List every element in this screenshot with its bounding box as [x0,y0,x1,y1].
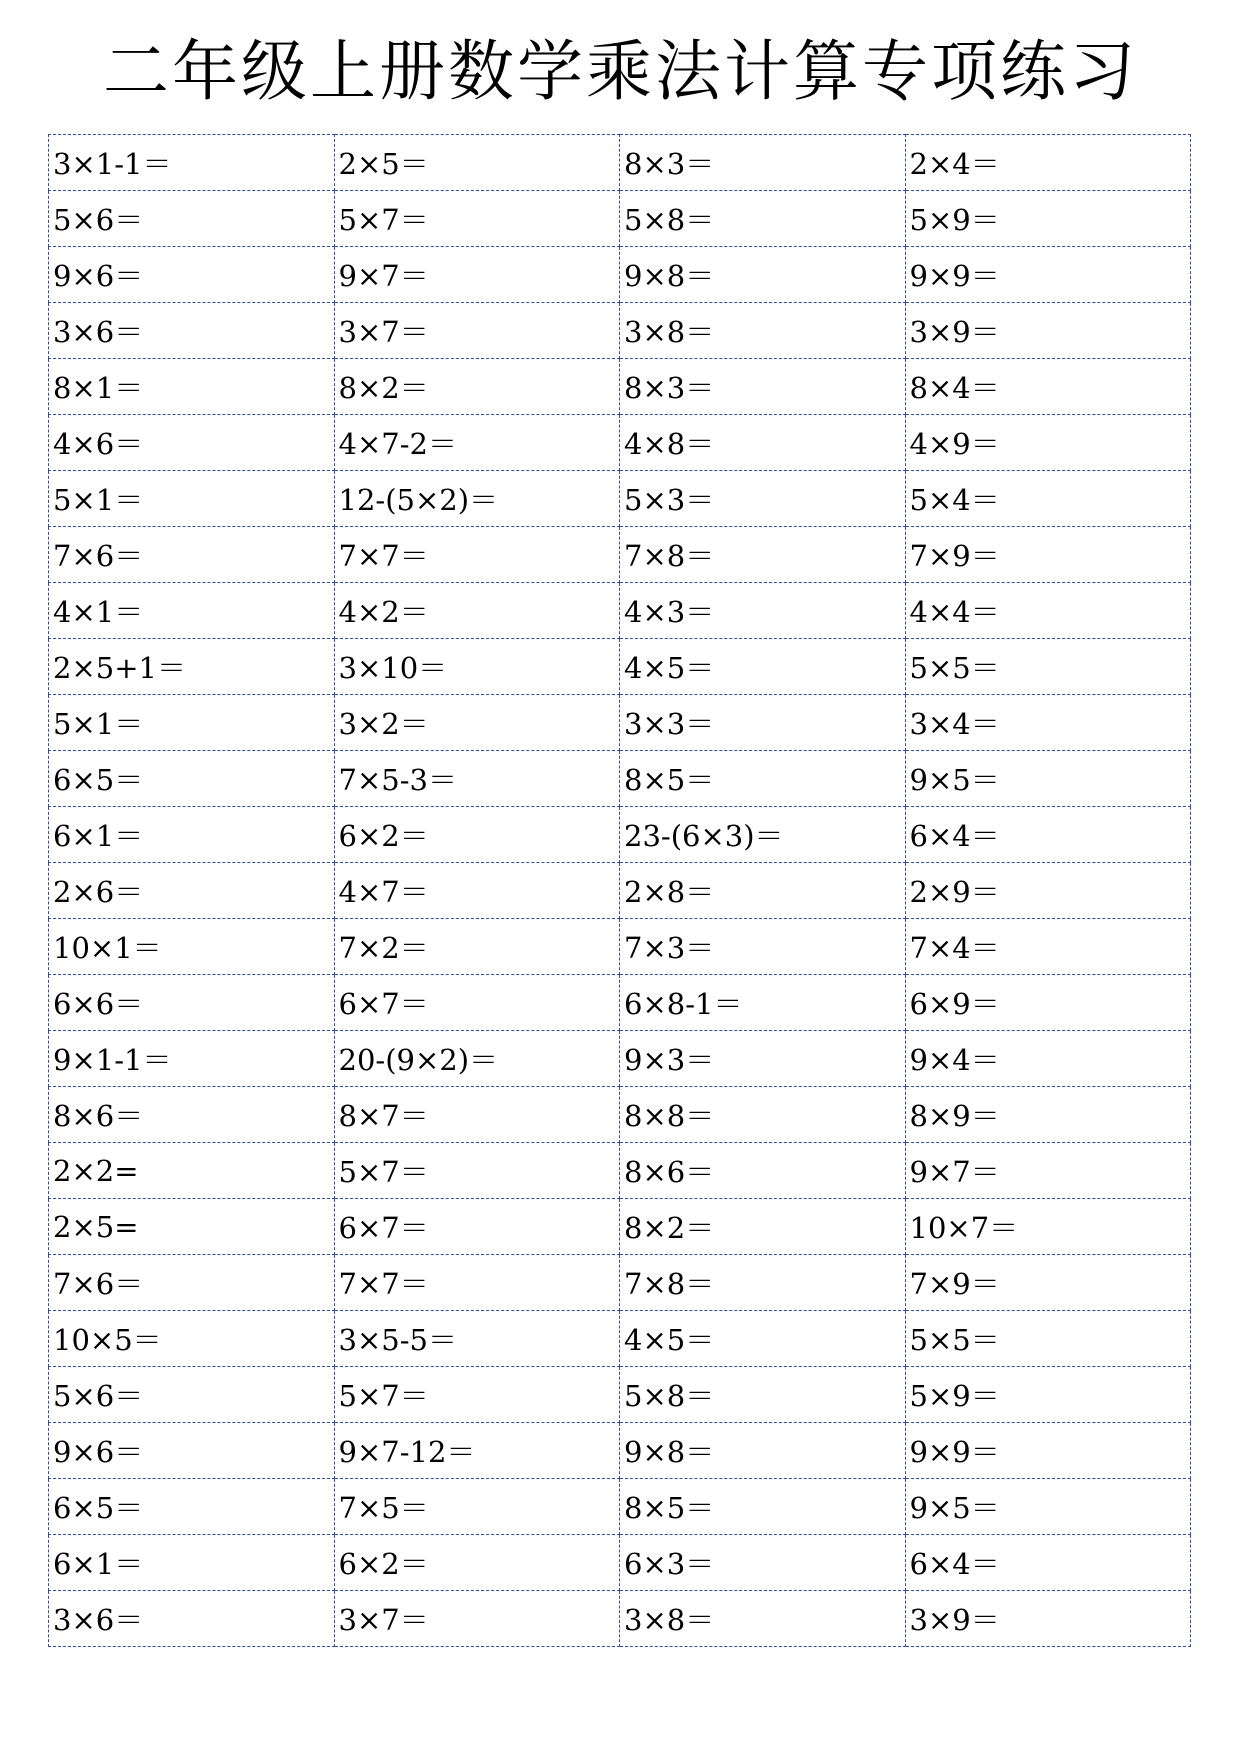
table-row [49,191,1191,247]
exercise-cell: 6×2＝ [334,1535,620,1591]
exercise-cell: 23-(6×3)＝ [620,807,906,863]
exercise-cell: 10×1＝ [49,919,335,975]
exercise-cell: 7×3＝ [620,919,906,975]
exercise-cell: 10×7＝ [905,1199,1191,1255]
exercise-cell: 6×2＝ [334,807,620,863]
table-row [49,1311,1191,1367]
exercise-cell: 9×8＝ [620,247,906,303]
exercise-cell: 3×4＝ [905,695,1191,751]
exercise-cell: 6×5＝ [49,751,335,807]
exercise-cell: 8×3＝ [620,359,906,415]
table-row [49,303,1191,359]
exercise-cell: 3×8＝ [620,1591,906,1647]
table-row [49,247,1191,303]
table-row [49,415,1191,471]
table-row [49,639,1191,695]
exercise-cell: 5×8＝ [620,1367,906,1423]
exercise-cell: 5×3＝ [620,471,906,527]
exercise-cell: 3×7＝ [334,1591,620,1647]
exercise-cell: 2×4＝ [905,135,1191,191]
exercise-cell: 4×8＝ [620,415,906,471]
exercise-cell: 5×8＝ [620,191,906,247]
table-row [49,1087,1191,1143]
exercise-cell: 6×6＝ [49,975,335,1031]
exercise-cell: 8×3＝ [620,135,906,191]
exercise-cell: 5×9＝ [905,1367,1191,1423]
exercise-cell: 4×2＝ [334,583,620,639]
exercise-cell: 2×5= [49,1199,335,1255]
exercise-cell: 10×5＝ [49,1311,335,1367]
table-row [49,135,1191,191]
exercise-cell: 3×1-1＝ [49,135,335,191]
exercise-cell: 4×5＝ [620,639,906,695]
exercise-cell: 6×3＝ [620,1535,906,1591]
exercise-grid-body [49,135,1191,1647]
exercise-cell: 3×6＝ [49,303,335,359]
exercise-cell: 4×7-2＝ [334,415,620,471]
exercise-cell: 6×7＝ [334,1199,620,1255]
table-row [49,1479,1191,1535]
exercise-cell: 2×5+1＝ [49,639,335,695]
exercise-cell: 5×4＝ [905,471,1191,527]
table-row [49,527,1191,583]
exercise-cell: 7×5＝ [334,1479,620,1535]
exercise-cell: 8×1＝ [49,359,335,415]
table-row [49,1255,1191,1311]
table-row [49,1199,1191,1255]
exercise-cell: 9×3＝ [620,1031,906,1087]
exercise-cell: 5×7＝ [334,1143,620,1199]
exercise-cell: 5×1＝ [49,695,335,751]
exercise-cell: 2×6＝ [49,863,335,919]
exercise-cell: 3×10＝ [334,639,620,695]
exercise-cell: 5×6＝ [49,1367,335,1423]
exercise-cell: 9×6＝ [49,247,335,303]
exercise-cell: 9×4＝ [905,1031,1191,1087]
exercise-cell: 7×2＝ [334,919,620,975]
exercise-cell: 8×6＝ [620,1143,906,1199]
table-row [49,1591,1191,1647]
table-row [49,583,1191,639]
exercise-cell: 8×2＝ [620,1199,906,1255]
exercise-cell: 6×1＝ [49,1535,335,1591]
table-row [49,1143,1191,1199]
exercise-cell: 3×9＝ [905,1591,1191,1647]
exercise-cell: 8×5＝ [620,1479,906,1535]
exercise-cell: 6×4＝ [905,807,1191,863]
exercise-cell: 6×8-1＝ [620,975,906,1031]
exercise-cell: 4×4＝ [905,583,1191,639]
exercise-cell: 20-(9×2)＝ [334,1031,620,1087]
exercise-cell: 4×5＝ [620,1311,906,1367]
exercise-cell: 7×8＝ [620,1255,906,1311]
exercise-cell: 9×9＝ [905,247,1191,303]
exercise-cell: 2×5＝ [334,135,620,191]
exercise-cell: 9×7＝ [905,1143,1191,1199]
page-title: 二年级上册数学乘法计算专项练习 [103,33,1138,110]
exercise-cell: 5×1＝ [49,471,335,527]
table-row [49,863,1191,919]
exercise-cell: 5×7＝ [334,191,620,247]
exercise-cell: 7×9＝ [905,1255,1191,1311]
exercise-cell: 4×7＝ [334,863,620,919]
exercise-cell: 3×8＝ [620,303,906,359]
exercise-cell: 7×7＝ [334,527,620,583]
exercise-cell: 5×5＝ [905,1311,1191,1367]
exercise-cell: 2×9＝ [905,863,1191,919]
exercise-cell: 3×7＝ [334,303,620,359]
exercise-cell: 4×1＝ [49,583,335,639]
table-row [49,807,1191,863]
exercise-cell: 7×7＝ [334,1255,620,1311]
exercise-cell: 7×4＝ [905,919,1191,975]
exercise-cell: 5×5＝ [905,639,1191,695]
exercise-cell: 4×9＝ [905,415,1191,471]
exercise-cell: 4×6＝ [49,415,335,471]
exercise-cell: 6×9＝ [905,975,1191,1031]
exercise-cell: 2×8＝ [620,863,906,919]
exercise-cell: 9×5＝ [905,1479,1191,1535]
exercise-cell: 3×2＝ [334,695,620,751]
table-row [49,975,1191,1031]
exercise-cell: 5×7＝ [334,1367,620,1423]
exercise-cell: 3×3＝ [620,695,906,751]
exercise-cell: 12-(5×2)＝ [334,471,620,527]
exercise-cell: 5×6＝ [49,191,335,247]
exercise-cell: 9×6＝ [49,1423,335,1479]
table-row [49,1031,1191,1087]
exercise-cell: 9×5＝ [905,751,1191,807]
exercise-cell: 8×5＝ [620,751,906,807]
exercise-cell: 2×2= [49,1143,335,1199]
exercise-cell: 7×6＝ [49,1255,335,1311]
exercise-cell: 8×9＝ [905,1087,1191,1143]
table-row [49,1367,1191,1423]
exercise-cell: 7×6＝ [49,527,335,583]
exercise-cell: 8×8＝ [620,1087,906,1143]
table-row [49,1423,1191,1479]
exercise-cell: 7×8＝ [620,527,906,583]
exercise-cell: 7×9＝ [905,527,1191,583]
exercise-cell: 9×7-12＝ [334,1423,620,1479]
exercise-cell: 4×3＝ [620,583,906,639]
exercise-cell: 6×5＝ [49,1479,335,1535]
table-row [49,919,1191,975]
table-row [49,751,1191,807]
exercise-cell: 5×9＝ [905,191,1191,247]
exercise-cell: 3×5-5＝ [334,1311,620,1367]
exercise-cell: 8×7＝ [334,1087,620,1143]
exercise-cell: 3×9＝ [905,303,1191,359]
exercise-cell: 8×2＝ [334,359,620,415]
exercise-grid [48,134,1191,1647]
exercise-cell: 7×5-3＝ [334,751,620,807]
exercise-cell: 8×4＝ [905,359,1191,415]
exercise-cell: 9×9＝ [905,1423,1191,1479]
exercise-cell: 9×7＝ [334,247,620,303]
table-row [49,1535,1191,1591]
exercise-cell: 6×1＝ [49,807,335,863]
exercise-cell: 9×8＝ [620,1423,906,1479]
exercise-cell: 8×6＝ [49,1087,335,1143]
table-row [49,471,1191,527]
table-row [49,695,1191,751]
exercise-cell: 9×1-1＝ [49,1031,335,1087]
table-row [49,359,1191,415]
exercise-cell: 6×7＝ [334,975,620,1031]
exercise-cell: 3×6＝ [49,1591,335,1647]
exercise-cell: 6×4＝ [905,1535,1191,1591]
